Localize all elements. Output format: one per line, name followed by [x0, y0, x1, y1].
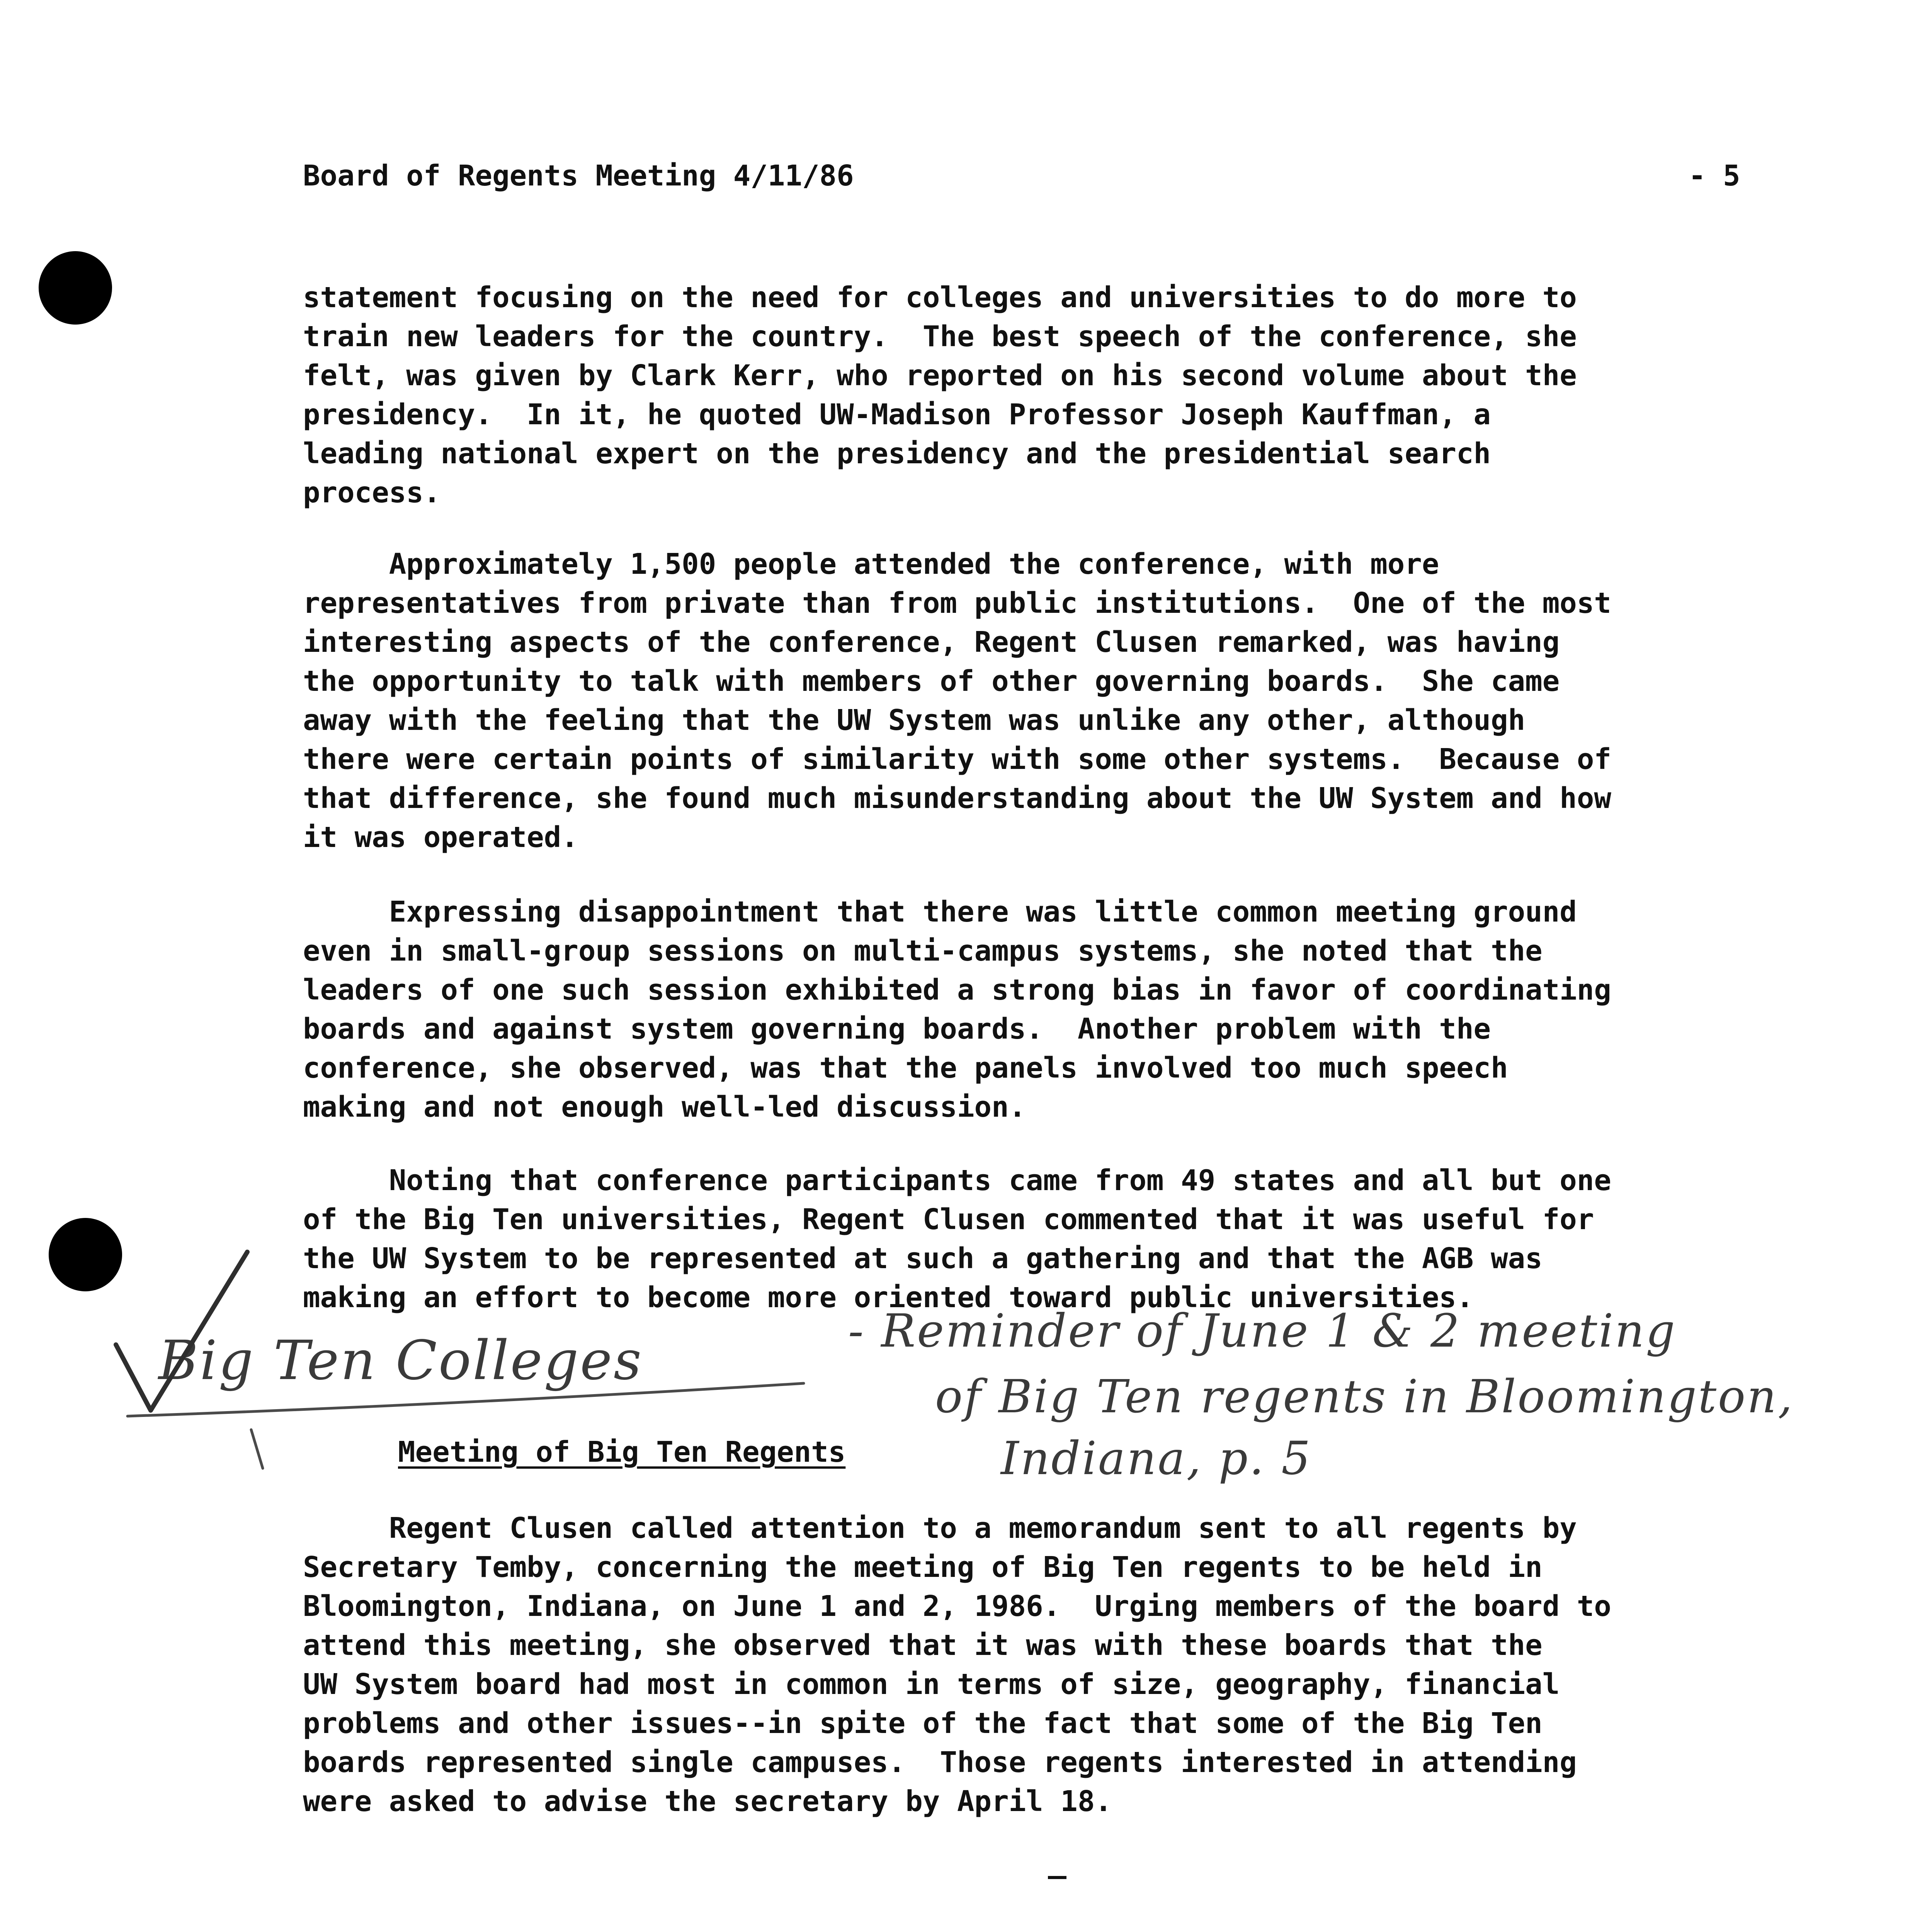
text-line: the opportunity to talk with members of other governing boards. She came: [303, 665, 1560, 698]
pen-stroke: [251, 1430, 263, 1468]
section-heading-big-ten: Meeting of Big Ten Regents: [398, 1435, 846, 1469]
pen-underline: [128, 1383, 804, 1416]
page-header-title: Board of Regents Meeting 4/11/86: [303, 159, 854, 192]
text-line: making and not enough well-led discussion.: [303, 1090, 1026, 1124]
text-line: UW System board had most in common in terms of size, geography, financial: [303, 1668, 1560, 1701]
handwritten-note-reminder: Indiana, p. 5: [1001, 1432, 1312, 1485]
text-line: problems and other issues--in spite of the fact that some of the Big Ten: [303, 1707, 1543, 1740]
handwritten-note-reminder: of Big Ten regents in Bloomington,: [935, 1370, 1794, 1423]
text-line: felt, was given by Clark Kerr, who reported on his second volume about the: [303, 359, 1577, 392]
text-line: of the Big Ten universities, Regent Clusen commented that it was useful for: [303, 1203, 1594, 1236]
page-number: - 5: [1689, 159, 1740, 192]
text-line: there were certain points of similarity with some other systems. Because of: [303, 743, 1611, 776]
text-line: leading national expert on the presidency and the presidential search: [303, 437, 1491, 470]
text-line: Secretary Temby, concerning the meeting of Big Ten regents to be held in: [303, 1551, 1543, 1584]
text-line: Noting that conference participants came from 49 states and all but one: [303, 1164, 1611, 1197]
text-line: presidency. In it, he quoted UW-Madison Professor Joseph Kauffman, a: [303, 398, 1491, 431]
text-line: Bloomington, Indiana, on June 1 and 2, 1986. Urging members of the board to: [303, 1590, 1611, 1623]
text-line: conference, she observed, was that the panels involved too much speech: [303, 1051, 1508, 1085]
text-line: the UW System to be represented at such a gathering and that the AGB was: [303, 1242, 1543, 1275]
text-line: boards and against system governing boards. Another problem with the: [303, 1012, 1491, 1046]
text-line: Approximately 1,500 people attended the conference, with more: [303, 548, 1439, 581]
text-line: that difference, she found much misunderstanding about the UW System and how: [303, 782, 1611, 815]
text-line: away with the feeling that the UW System was unlike any other, although: [303, 704, 1526, 737]
text-line: statement focusing on the need for colleges and universities to do more to: [303, 281, 1577, 314]
text-line: Expressing disappointment that there was little common meeting ground: [303, 895, 1577, 929]
text-line: process.: [303, 476, 441, 509]
text-line: even in small-group sessions on multi-campus systems, she noted that the: [303, 934, 1543, 968]
text-line: Regent Clusen called attention to a memorandum sent to all regents by: [303, 1512, 1577, 1545]
text-line: train new leaders for the country. The best speech of the conference, she: [303, 320, 1577, 353]
handwritten-note-big-ten: Big Ten Colleges: [158, 1329, 643, 1392]
text-line: making an effort to become more oriented toward public universities.: [303, 1281, 1474, 1314]
text-line: leaders of one such session exhibited a strong bias in favor of coordinating: [303, 973, 1611, 1007]
text-line: it was operated.: [303, 821, 578, 854]
text-line: attend this meeting, she observed that it was with these boards that the: [303, 1629, 1543, 1662]
text-line: were asked to advise the secretary by April 18.: [303, 1785, 1112, 1818]
handwritten-note-reminder: - Reminder of June 1 & 2 meeting: [848, 1304, 1677, 1357]
text-line: representatives from private than from public institutions. One of the most: [303, 587, 1611, 620]
text-line: interesting aspects of the conference, Regent Clusen remarked, was having: [303, 626, 1560, 659]
check-mark-icon: [116, 1252, 247, 1410]
text-line: boards represented single campuses. Those regents interested in attending: [303, 1746, 1577, 1779]
